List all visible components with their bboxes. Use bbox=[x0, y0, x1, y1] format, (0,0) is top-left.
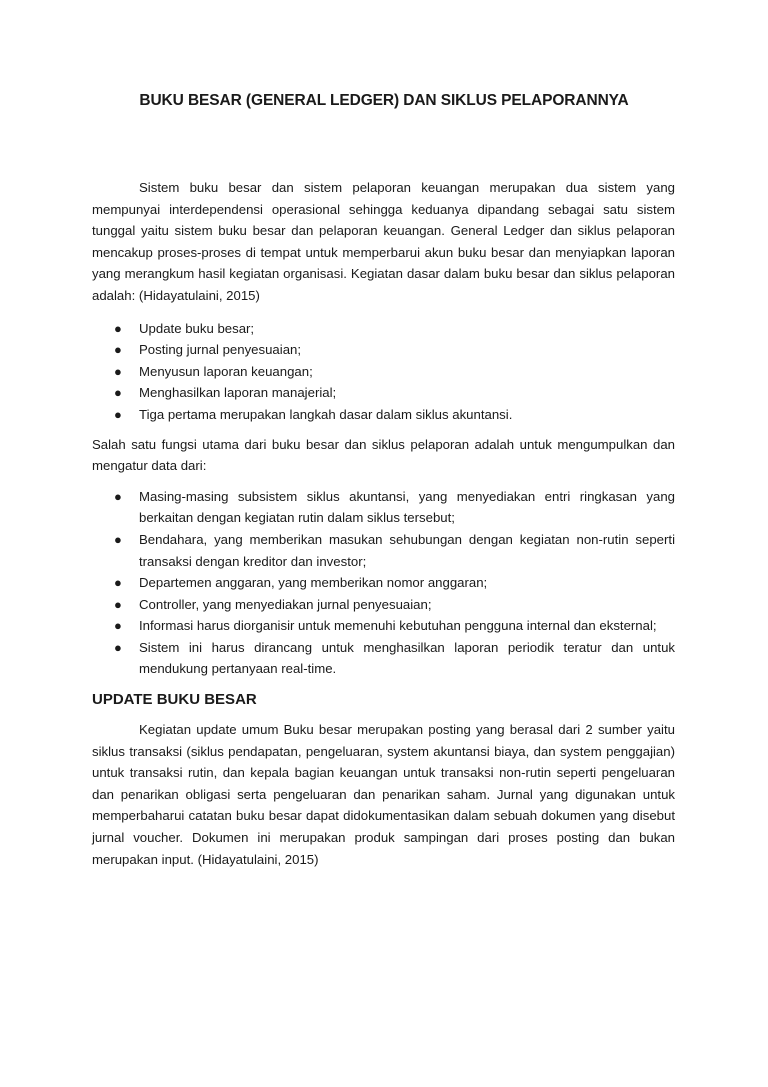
list-item-text: Controller, yang menyediakan jurnal penyesuaian; bbox=[139, 596, 432, 612]
list-item bbox=[92, 382, 675, 404]
document-title: BUKU BESAR (GENERAL LEDGER) DAN SIKLUS PELAPORANNYA bbox=[139, 92, 629, 109]
bullet-icon: ● bbox=[114, 575, 122, 591]
list-item bbox=[92, 572, 675, 594]
list-item bbox=[92, 637, 675, 680]
bullet-icon: ● bbox=[114, 488, 122, 504]
section-heading: UPDATE BUKU BESAR bbox=[92, 691, 257, 709]
list-item-text: Posting jurnal penyesuaian; bbox=[139, 342, 302, 358]
activities-list bbox=[92, 318, 675, 426]
list-item-text: Masing-masing subsistem siklus akuntansi, yang menyediakan entri ringkasan yang berkaitan dengan kegiatan rutin dalam siklus tersebut; bbox=[139, 488, 675, 526]
list-item-text: Sistem ini harus dirancang untuk menghasilkan laporan periodik teratur dan untuk mendukung pertanyaan real-time. bbox=[139, 639, 675, 677]
bullet-icon: ● bbox=[114, 639, 122, 655]
list-item-text: Tiga pertama merupakan langkah dasar dalam siklus akuntansi. bbox=[139, 406, 513, 422]
bullet-icon: ● bbox=[114, 320, 122, 336]
list-item bbox=[92, 404, 675, 426]
list-item-text: Update buku besar; bbox=[139, 320, 255, 336]
list-item-text: Bendahara, yang memberikan masukan sehubungan dengan kegiatan non-rutin seperti transaksi dengan kreditor dan investor; bbox=[139, 531, 675, 569]
list-item bbox=[92, 486, 675, 529]
list-item-text: Departemen anggaran, yang memberikan nomor anggaran; bbox=[139, 575, 488, 591]
function-paragraph: Salah satu fungsi utama dari buku besar dan siklus pelaporan adalah untuk mengumpulkan dan mengatur data dari: bbox=[92, 436, 675, 474]
list-item-text: Informasi harus diorganisir untuk memenuhi kebutuhan pengguna internal dan eksternal; bbox=[139, 618, 657, 634]
list-item-text: Menyusun laporan keuangan; bbox=[139, 363, 313, 379]
bullet-icon: ● bbox=[114, 342, 122, 358]
bullet-icon: ● bbox=[114, 406, 122, 422]
list-item bbox=[92, 339, 675, 361]
list-item bbox=[92, 318, 675, 340]
list-item bbox=[92, 361, 675, 383]
bullet-icon: ● bbox=[114, 618, 122, 634]
intro-paragraph: Sistem buku besar dan sistem pelaporan keuangan merupakan dua sistem yang mempunyai interdependensi operasional sehingga keduanya dipandang sebagai satu sistem tunggal yaitu sistem buku besar dan pelaporan keuangan. General Ledger dan siklus pelaporan mencakup proses-proses di tempat untuk memperbarui akun buku besar dan menyiapkan laporan yang merangkum hasil kegiatan organisasi. Kegiatan dasar dalam buku besar dan siklus pelaporan adalah: (Hidayatulaini, 2015) bbox=[92, 180, 675, 303]
section-paragraph: Kegiatan update umum Buku besar merupakan posting yang berasal dari 2 sumber yaitu siklus transaksi (siklus pendapatan, pengeluaran, system akuntansi biaya, dan system penggajian) untuk transaksi rutin, dan kepala bagian keuangan untuk transaksi non-rutin seperti pengeluaran dan penarikan obligasi serta pengeluaran dan penarikan saham. Jurnal yang digunakan untuk memperbaharui catatan buku besar dapat didokumentasikan dalam sebuah dokumen yang disebut jurnal voucher. Dokumen ini merupakan produk sampingan dari proses posting dan bukan merupakan input. (Hidayatulaini, 2015) bbox=[92, 722, 675, 867]
bullet-icon: ● bbox=[114, 363, 122, 379]
list-item bbox=[92, 594, 675, 616]
bullet-icon: ● bbox=[114, 596, 122, 612]
list-item bbox=[92, 529, 675, 572]
list-item bbox=[92, 615, 675, 637]
document-body bbox=[92, 177, 675, 870]
bullet-icon: ● bbox=[114, 385, 122, 401]
list-item-text: Menghasilkan laporan manajerial; bbox=[139, 385, 337, 401]
data-sources-list bbox=[92, 486, 675, 680]
bullet-icon: ● bbox=[114, 531, 122, 547]
